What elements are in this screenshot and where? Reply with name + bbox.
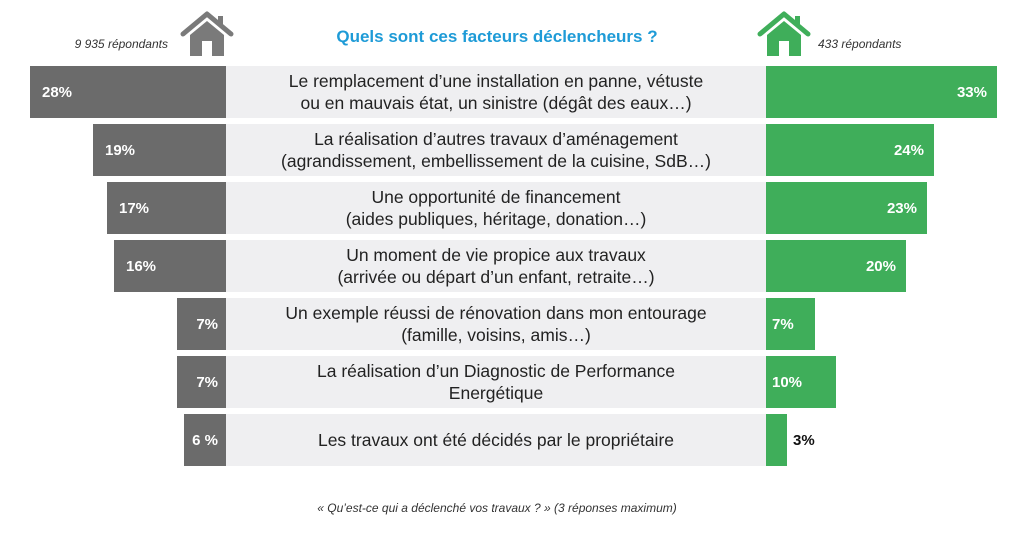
value-label-left: 17% <box>119 200 150 217</box>
category-label: Un exemple réussi de rénovation dans mon entourage <box>285 303 707 323</box>
house-icon <box>183 14 231 56</box>
bar-right <box>766 414 787 466</box>
category-label: Un moment de vie propice aux travaux <box>346 245 646 265</box>
value-label-left: 28% <box>42 84 73 101</box>
category-label: Les travaux ont été décidés par le propriétaire <box>317 430 675 450</box>
value-label-left: 19% <box>105 142 136 159</box>
category-label: (arrivée ou départ d’un enfant, retraite…) <box>337 267 655 287</box>
category-label: Une opportunité de financement <box>371 187 621 207</box>
value-label-left: 16% <box>126 258 157 275</box>
value-label-right: 10% <box>772 374 803 391</box>
value-label-right: 23% <box>886 200 917 217</box>
category-label: La réalisation d’autres travaux d’aménagement <box>314 129 678 149</box>
category-label: (famille, voisins, amis…) <box>401 325 591 345</box>
footnote: « Qu’est-ce qui a déclenché vos travaux ? » (3 réponses maximum) <box>317 501 677 515</box>
value-label-right: 7% <box>772 316 794 333</box>
value-label-right: 20% <box>865 258 896 275</box>
category-label: ou en mauvais état, un sinistre (dégât des eaux…) <box>300 93 692 113</box>
value-label-right: 3% <box>793 432 815 449</box>
right-respondents: 433 répondants <box>818 37 902 51</box>
category-label: La réalisation d’un Diagnostic de Performance <box>317 361 675 381</box>
value-label-left: 7% <box>196 316 218 333</box>
chart-title: Quels sont ces facteurs déclencheurs ? <box>336 27 658 46</box>
house-icon <box>760 14 808 56</box>
category-label: (agrandissement, embellissement de la cuisine, SdB…) <box>281 151 711 171</box>
value-label-right: 33% <box>956 84 987 101</box>
left-respondents: 9 935 répondants <box>74 37 168 51</box>
value-label-right: 24% <box>893 142 924 159</box>
category-label: Le remplacement d’une installation en panne, vétuste <box>288 71 704 91</box>
chart-rows <box>30 66 997 466</box>
value-label-left: 6 % <box>192 432 218 449</box>
value-label-left: 7% <box>196 374 218 391</box>
category-label: Energétique <box>448 383 544 403</box>
category-label: (aides publiques, héritage, donation…) <box>345 209 647 229</box>
